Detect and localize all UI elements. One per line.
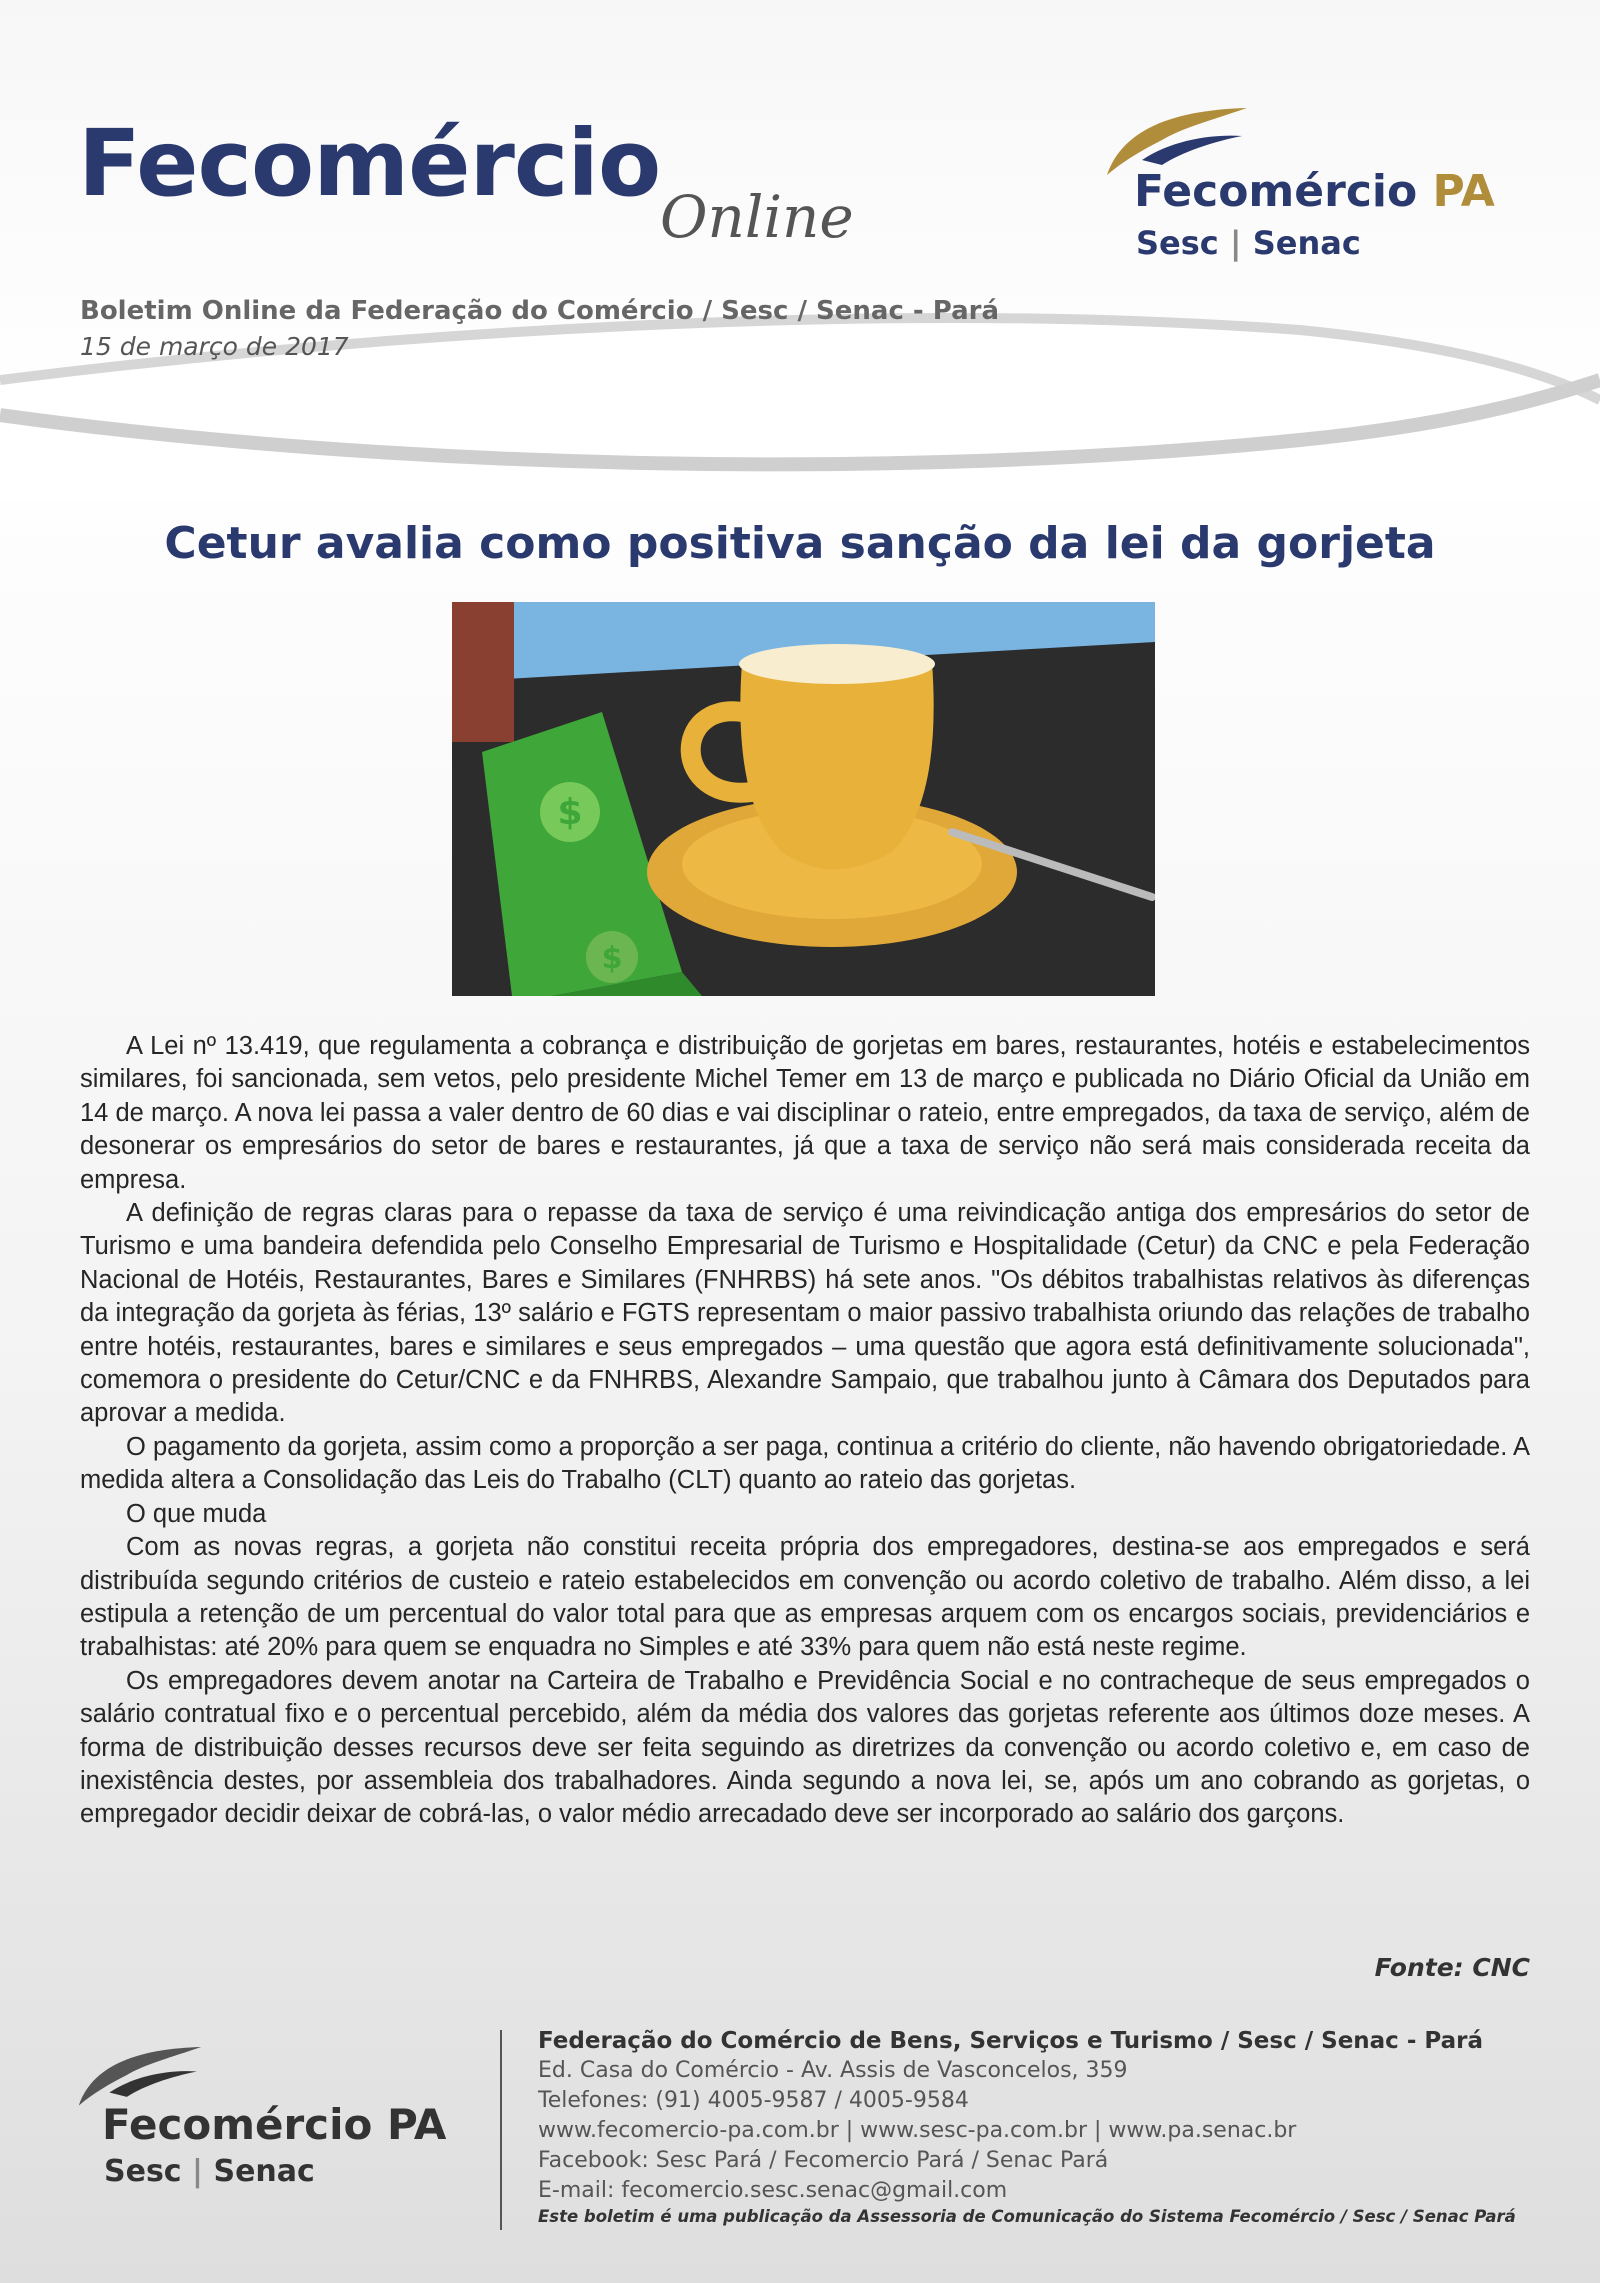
footer-logo-separator: | — [192, 2154, 204, 2189]
brand-title: Fecomércio — [78, 110, 661, 217]
article-source: Fonte: CNC — [1374, 1953, 1530, 1982]
footer-org: Federação do Comércio de Bens, Serviços e Turismo / Sesc / Senac - Pará — [538, 2028, 1483, 2054]
logo-pa: PA — [1432, 166, 1495, 217]
footer-logo-pa: PA — [386, 2100, 447, 2149]
bulletin-date: 15 de março de 2017 — [80, 332, 349, 361]
footer-phones: Telefones: (91) 4005-9587 / 4005-9584 — [538, 2088, 969, 2113]
footer-address: Ed. Casa do Comércio - Av. Assis de Vasconcelos, 359 — [538, 2058, 1128, 2083]
footer-logo — [70, 2040, 490, 2190]
footer-contact — [538, 2026, 1538, 2228]
header — [0, 0, 1600, 500]
fecomercio-pa-logo — [1098, 100, 1518, 270]
article-body — [80, 1030, 1530, 1832]
article-paragraph: A Lei nº 13.419, que regulamenta a cobrança e distribuição de gorjetas em bares, restaurantes, hotéis e estabelecimentos similares, foi sancionada, sem vetos, pelo presidente Michel Temer em 13 de março e publicada no Diário Oficial da União em 14 de março. A nova lei passa a valer dentro de 60 dias e vai disciplinar o rateio, entre empregados, da taxa de serviço, além de desonerar os empresários do setor de bares e restaurantes, já que a taxa de serviço não será mais considerada receita da empresa. — [80, 1032, 1530, 1194]
svg-text:$: $ — [557, 792, 583, 833]
footer-logo-senac: Senac — [213, 2154, 315, 2189]
article-paragraph: A definição de regras claras para o repasse da taxa de serviço é uma reivindicação antiga dos empresários do setor de Turismo e uma bandeira defendida pelo Conselho Empresarial de Turismo e Hospitalidade (Cetur) da CNC e pela Federação Nacional de Hotéis, Restaurantes, Bares e Similares (FNHRBS) há sete anos. "Os débitos trabalhistas relativos às diferenças da integração da gorjeta às férias, 13º salário e FGTS representam o maior passivo trabalhista oriundo das relações de trabalho entre hotéis, restaurantes, bares e similares e seus empregados – uma questão que agora está definitivamente solucionada", comemora o presidente do Cetur/CNC e da FNHRBS, Alexandre Sampaio, que trabalhou junto à Câmara dos Deputados para aprovar a medida. — [80, 1199, 1530, 1428]
article-paragraph: O pagamento da gorjeta, assim como a proporção a ser paga, continua a critério do cliente, não havendo obrigatoriedade. A medida altera a Consolidação das Leis do Trabalho (CLT) quanto ao rateio das gorjetas. — [80, 1432, 1530, 1495]
logo-separator: | — [1229, 224, 1242, 262]
footer-note: Este boletim é uma publicação da Assessoria de Comunicação do Sistema Fecomércio / Sesc / Senac Pará — [538, 2207, 1516, 2226]
logo-senac: Senac — [1252, 224, 1361, 262]
brand-suffix: Online — [660, 183, 854, 251]
coffee-tip-illustration — [452, 602, 1155, 996]
footer-logo-sesc: Sesc — [104, 2154, 182, 2189]
svg-text:$: $ — [601, 941, 623, 976]
footer-divider — [500, 2030, 502, 2230]
logo-name: Fecomércio — [1134, 166, 1418, 217]
footer-facebook: Facebook: Sesc Pará / Fecomercio Pará / Senac Pará — [538, 2148, 1109, 2173]
bulletin-subtitle: Boletim Online da Federação do Comércio / Sesc / Senac - Pará — [80, 296, 1000, 326]
footer-websites[interactable]: www.fecomercio-pa.com.br | www.sesc-pa.com.br | www.pa.senac.br — [538, 2118, 1297, 2143]
footer-email[interactable]: E-mail: fecomercio.sesc.senac@gmail.com — [538, 2178, 1008, 2203]
article-paragraph: Os empregadores devem anotar na Carteira de Trabalho e Previdência Social e no contracheque de seus empregados o salário contratual fixo e o percentual percebido, além da média dos valores das gorjetas referente aos últimos doze meses. A forma de distribuição desses recursos deve ser feita seguindo as diretrizes da convenção ou acordo coletivo e, em caso de inexistência destes, por assembleia dos trabalhadores. Ainda segundo a nova lei, se, após um ano cobrando as gorjetas, o empregador decidir deixar de cobrá-las, o valor médio arrecadado deve ser incorporado ao salário dos garçons. — [80, 1666, 1530, 1829]
article-subheading: O que muda — [126, 1499, 267, 1528]
footer-logo-name: Fecomércio — [102, 2100, 373, 2149]
article-title: Cetur avalia como positiva sanção da lei da gorjeta — [164, 518, 1436, 569]
article-paragraph: Com as novas regras, a gorjeta não constitui receita própria dos empregadores, destina-se aos empregados e será distribuída segundo critérios de custeio e rateio estabelecidos em convenção ou acordo coletivo de trabalho. Além disso, a lei estipula a retenção de um percentual do valor total para que as empresas arquem com os encargos sociais, previdenciários e trabalhistas: até 20% para quem se enquadra no Simples e até 33% para quem não está neste regime. — [80, 1533, 1530, 1662]
logo-sesc: Sesc — [1136, 224, 1219, 262]
